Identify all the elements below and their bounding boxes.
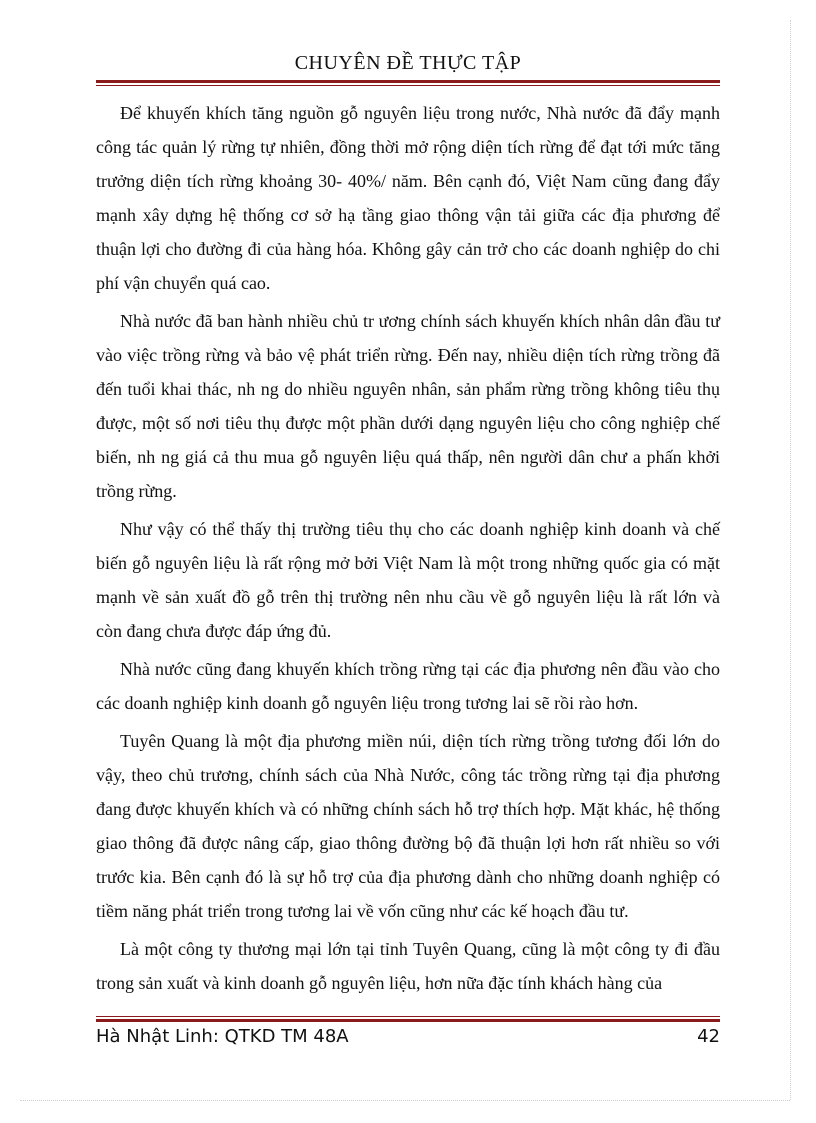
page-border-right <box>790 20 791 1100</box>
footer <box>96 1026 720 1047</box>
page-border-bottom <box>20 1100 790 1101</box>
header-rule-thick <box>96 80 720 83</box>
body-text <box>96 96 720 1004</box>
paragraph: Nhà nước đã ban hành nhiều chủ tr ương chính sách khuyến khích nhân dân đầu tư vào việc trồng rừng và bảo vệ phát triển rừng. Đến nay, nhiều diện tích rừng trồng đã đến tuổi khai thác, nh ng do nhiều nguyên nhân, sản phẩm rừng trồng không tiêu thụ được, một số nơi tiêu thụ được một phần dưới dạng nguyên liệu cho công nghiệp chế biến, nh ng giá cả thu mua gỗ nguyên liệu quá thấp, nên người dân chư a phấn khởi trồng rừng. <box>96 311 720 501</box>
footer-rule-thick <box>96 1019 720 1022</box>
paragraph: Tuyên Quang là một địa phương miền núi, diện tích rừng trồng tương đối lớn do vậy, theo chủ trương, chính sách của Nhà Nước, công tác trồng rừng tại địa phương đang được khuyến khích và có những chính sách hỗ trợ thích hợp. Mặt khác, hệ thống giao thông đã được nâng cấp, giao thông đường bộ đã thuận lợi hơn rất nhiều so với trước kia. Bên cạnh đó là sự hỗ trợ của địa phương dành cho những doanh nghiệp có tiềm năng phát triển trong tương lai về vốn cũng như các kế hoạch đầu tư. <box>96 731 720 921</box>
page-number: 42 <box>697 1026 720 1047</box>
paragraph: Như vậy có thể thấy thị trường tiêu thụ cho các doanh nghiệp kinh doanh và chế biến gỗ nguyên liệu là rất rộng mở bởi Việt Nam là một trong những quốc gia có mặt mạnh về sản xuất đồ gỗ trên thị trường nên nhu cầu về gỗ nguyên liệu là rất lớn và còn đang chưa được đáp ứng đủ. <box>96 519 720 641</box>
footer-rule-thin <box>96 1016 720 1017</box>
paragraph: Là một công ty thương mại lớn tại tỉnh Tuyên Quang, cũng là một công ty đi đầu trong sản xuất và kinh doanh gỗ nguyên liệu, hơn nữa đặc tính khách hàng của <box>96 939 720 993</box>
paragraph: Nhà nước cũng đang khuyến khích trồng rừng tại các địa phương nên đầu vào cho các doanh nghiệp kinh doanh gỗ nguyên liệu trong tương lai sẽ rồi rào hơn. <box>96 659 720 713</box>
paragraph: Để khuyến khích tăng nguồn gỗ nguyên liệu trong nước, Nhà nước đã đẩy mạnh công tác quản lý rừng tự nhiên, đồng thời mở rộng diện tích rừng để đạt tới mức tăng trưởng diện tích rừng khoảng 30- 40%/ năm. Bên cạnh đó, Việt Nam cũng đang đẩy mạnh xây dựng hệ thống cơ sở hạ tầng giao thông vận tải giữa các địa phương để thuận lợi cho đường đi của hàng hóa. Không gây cản trở cho các doanh nghiệp do chi phí vận chuyển quá cao. <box>96 103 720 293</box>
header-title: CHUYÊN ĐỀ THỰC TẬP <box>294 52 522 74</box>
header-rule-thin <box>96 85 720 86</box>
footer-author: Hà Nhật Linh: QTKD TM 48A <box>96 1026 349 1047</box>
